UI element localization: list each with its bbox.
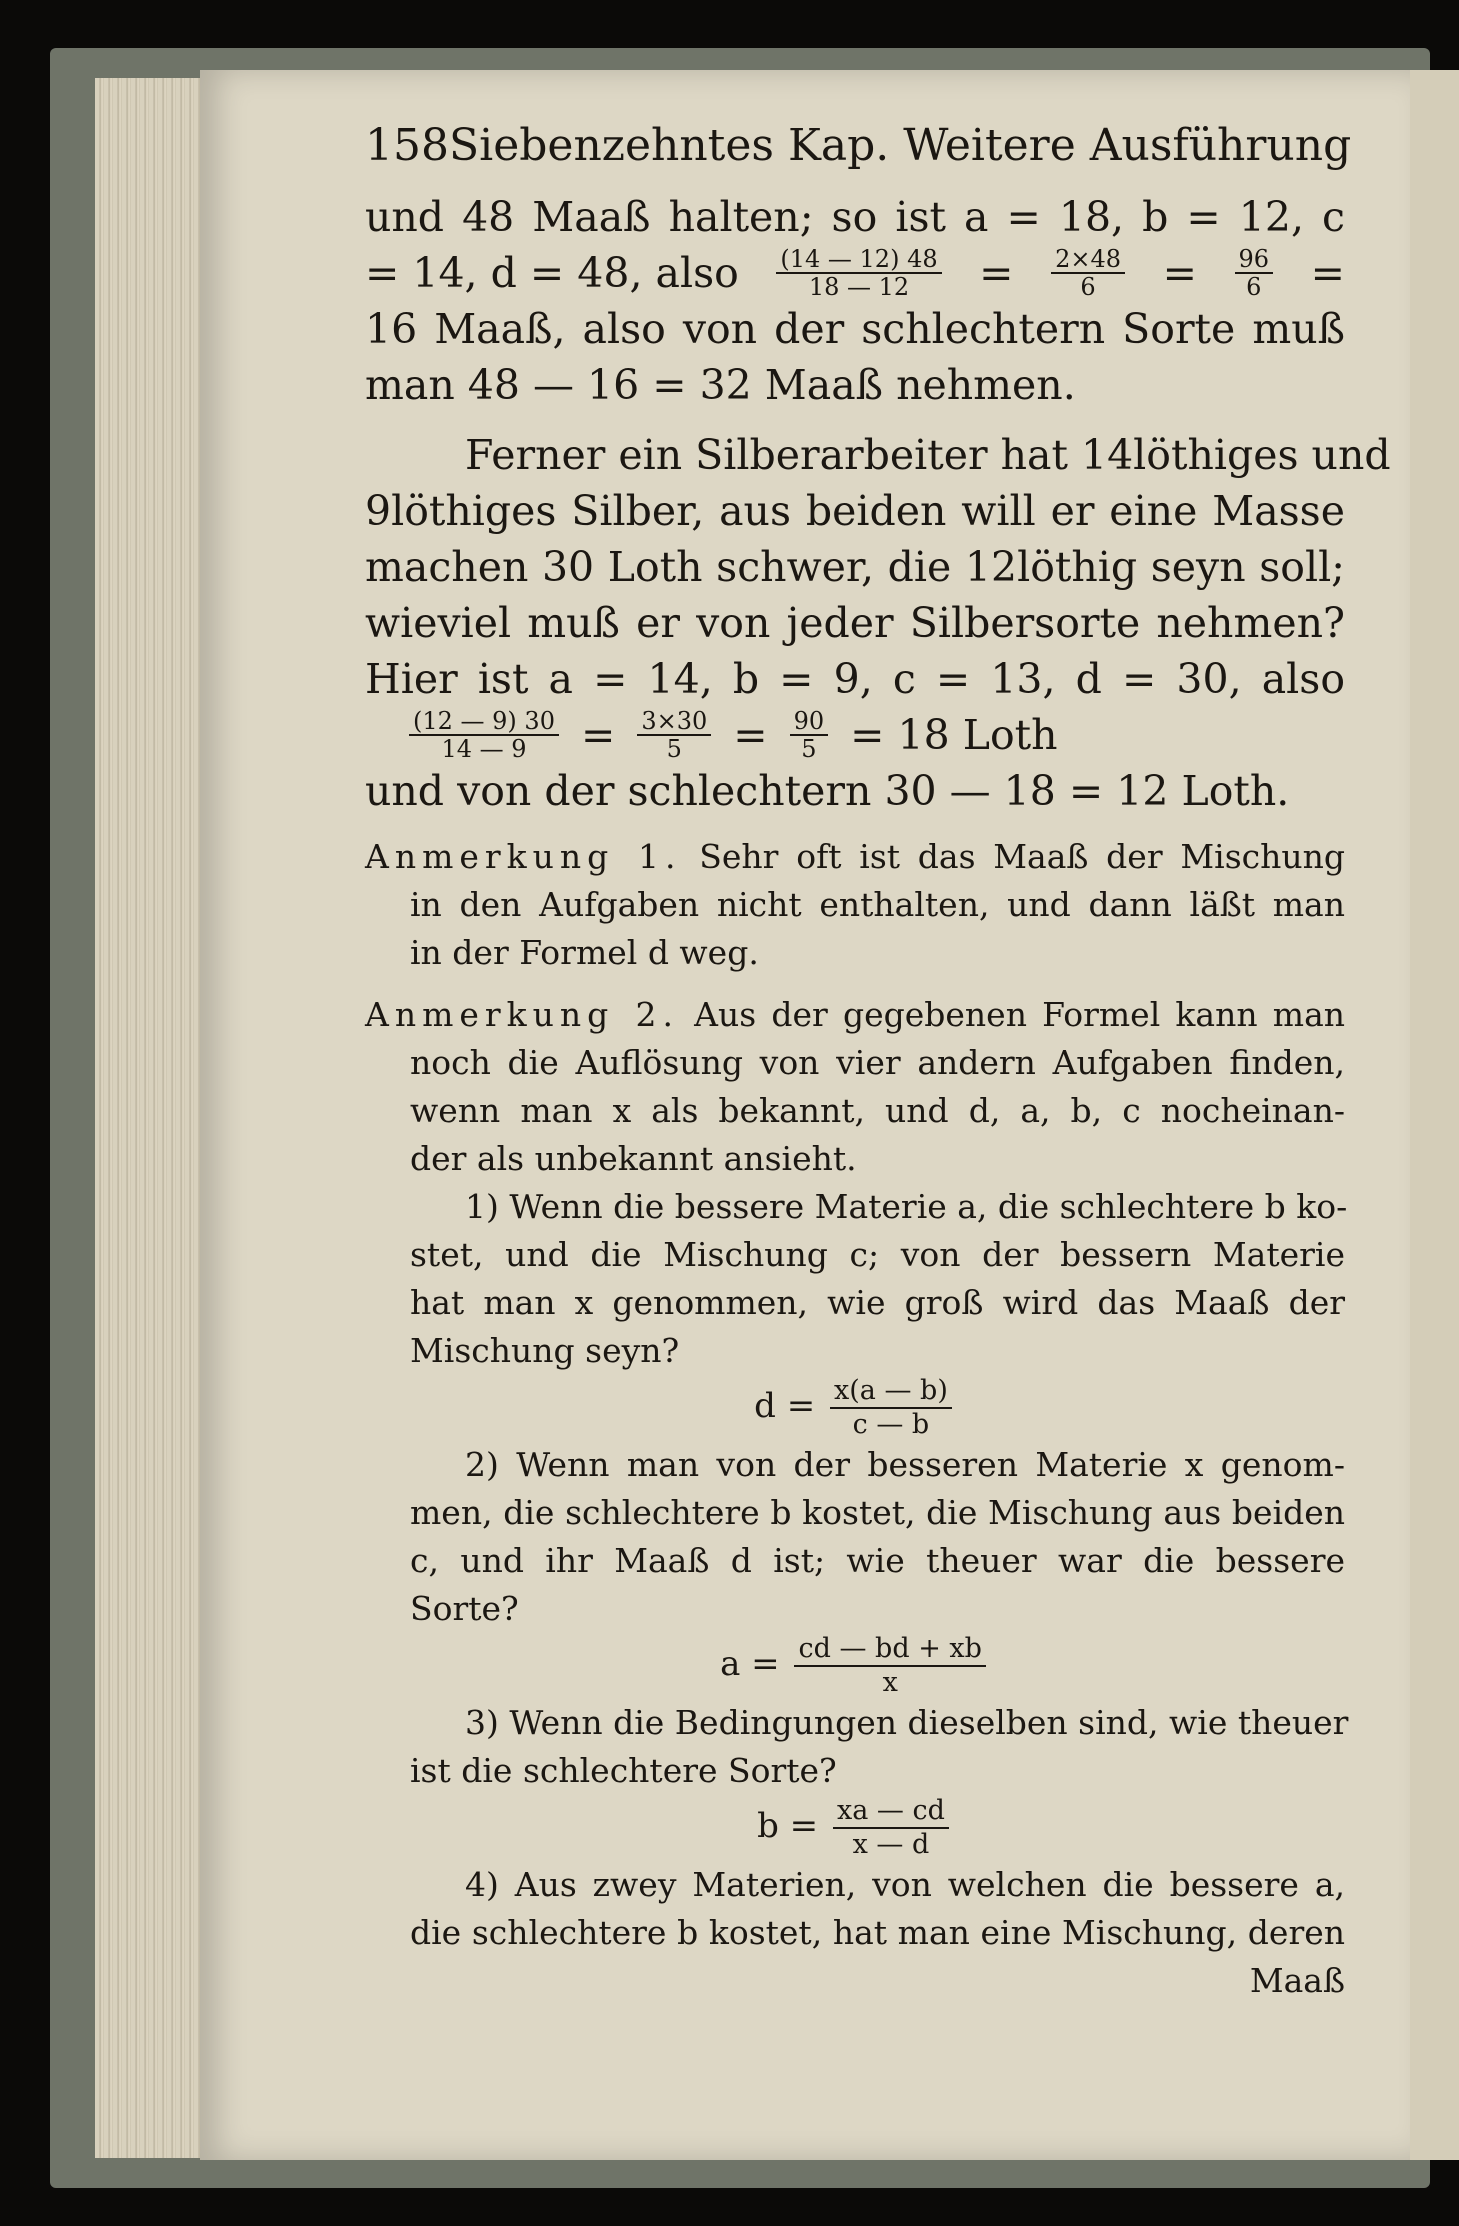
note-line: in der Formel d weg. <box>410 933 759 972</box>
case-line: men, die schlechtere b kostet, die Mischung aus beiden <box>410 1493 1345 1532</box>
note-line <box>365 833 1345 881</box>
case-line: Sorte? <box>410 1589 519 1628</box>
formula-result: = 18 Loth <box>850 711 1058 759</box>
case-line: ist die schlechtere Sorte? <box>410 1751 837 1790</box>
formula-line <box>365 245 1345 301</box>
fraction <box>409 708 559 762</box>
equation-lhs: b = <box>757 1806 819 1846</box>
fraction-numerator: 90 <box>790 708 829 736</box>
running-title: Siebenzehntes Kap. Weitere Ausführung <box>448 120 1352 171</box>
page-edges <box>95 78 215 2158</box>
case-line: hat man x genommen, wie groß wird das Maaß der <box>410 1283 1345 1322</box>
fraction <box>1235 246 1274 300</box>
equation-lhs: a = <box>720 1644 780 1684</box>
equals-sign: = <box>979 249 1014 297</box>
equals-sign: = <box>1310 249 1345 297</box>
fraction-denominator: x <box>882 1667 898 1698</box>
equals-sign: = <box>1162 249 1197 297</box>
fraction <box>794 1633 985 1699</box>
equation <box>365 1375 1345 1441</box>
fraction-numerator: cd — bd + xb <box>794 1633 985 1667</box>
case-line: 1) Wenn die bessere Materie a, die schlechtere b ko- <box>465 1187 1348 1226</box>
fraction-numerator: 2×48 <box>1051 246 1125 274</box>
note-line: der als unbekannt ansieht. <box>410 1139 857 1178</box>
fraction-denominator: c — b <box>852 1409 930 1440</box>
text-line: und von der schlechtern 30 — 18 = 12 Loth. <box>365 767 1290 815</box>
equation <box>365 1633 1345 1699</box>
case-line: stet, und die Mischung c; von der bessern Materie <box>410 1235 1345 1274</box>
note-line: wenn man x als bekannt, und d, a, b, c nocheinan- <box>410 1091 1345 1130</box>
equation <box>365 1795 1345 1861</box>
case-line: 4) Aus zwey Materien, von welchen die bessere a, <box>465 1865 1345 1904</box>
fraction-denominator: 5 <box>666 735 682 763</box>
fraction <box>776 246 941 300</box>
equals-sign: = <box>733 711 768 759</box>
note-text: Aus der gegebenen Formel kann man <box>694 995 1346 1034</box>
fraction-denominator: 14 — 9 <box>441 735 527 763</box>
text-line: 16 Maaß, also von der schlechtern Sorte muß <box>365 305 1345 353</box>
page-number: 158 <box>365 120 449 171</box>
page-text <box>365 120 1391 2005</box>
fraction-denominator: 6 <box>1080 273 1096 301</box>
note-text: Sehr oft ist das Maaß der Mischung <box>699 837 1345 876</box>
note-label: Anmerkung 1. <box>365 837 682 876</box>
text-line: und 48 Maaß halten; so ist a = 18, b = 12, c <box>365 193 1345 241</box>
note-line: in den Aufgaben nicht enthalten, und dann läßt man <box>410 885 1345 924</box>
fraction <box>830 1375 952 1441</box>
fraction-denominator: 6 <box>1246 273 1262 301</box>
fraction <box>790 708 829 762</box>
case-line: c, und ihr Maaß d ist; wie theuer war die bessere <box>410 1541 1345 1580</box>
fraction-numerator: x(a — b) <box>830 1375 952 1409</box>
text-line: wieviel muß er von jeder Silbersorte nehmen? <box>365 599 1345 647</box>
fraction <box>1051 246 1125 300</box>
case-line: 3) Wenn die Bedingungen dieselben sind, wie theuer <box>465 1703 1349 1742</box>
note-label: Anmerkung 2. <box>365 995 679 1034</box>
text-line: 9löthiges Silber, aus beiden will er eine Masse <box>365 487 1345 535</box>
case-line: 2) Wenn man von der besseren Materie x genom- <box>465 1445 1345 1484</box>
fraction <box>833 1795 949 1861</box>
facing-page-edge <box>1410 70 1459 2160</box>
formula-prefix: = 14, d = 48, also <box>365 249 739 297</box>
catchword: Maaß <box>1249 1961 1345 2000</box>
equation-lhs: d = <box>754 1386 816 1426</box>
fraction-numerator: 3×30 <box>637 708 711 736</box>
text-line: Ferner ein Silberarbeiter hat 14löthiges und <box>465 431 1391 479</box>
case-line: Mischung seyn? <box>410 1331 680 1370</box>
fraction-denominator: 18 — 12 <box>808 273 910 301</box>
fraction <box>637 708 711 762</box>
formula-line <box>365 707 1345 763</box>
note-line: noch die Auflösung von vier andern Aufgaben finden, <box>410 1043 1345 1082</box>
text-line: Hier ist a = 14, b = 9, c = 13, d = 30, also <box>365 655 1345 703</box>
fraction-numerator: xa — cd <box>833 1795 949 1829</box>
text-line: machen 30 Loth schwer, die 12löthig seyn soll; <box>365 543 1345 591</box>
note-line <box>365 991 1345 1039</box>
fraction-numerator: 96 <box>1235 246 1274 274</box>
fraction-denominator: x — d <box>852 1829 930 1860</box>
case-line: die schlechtere b kostet, hat man eine Mischung, deren <box>410 1913 1345 1952</box>
fraction-denominator: 5 <box>801 735 817 763</box>
running-header <box>365 120 1352 171</box>
text-line: man 48 — 16 = 32 Maaß nehmen. <box>365 361 1076 409</box>
fraction-numerator: (14 — 12) 48 <box>776 246 941 274</box>
equals-sign: = <box>580 711 616 759</box>
fraction-numerator: (12 — 9) 30 <box>409 708 559 736</box>
